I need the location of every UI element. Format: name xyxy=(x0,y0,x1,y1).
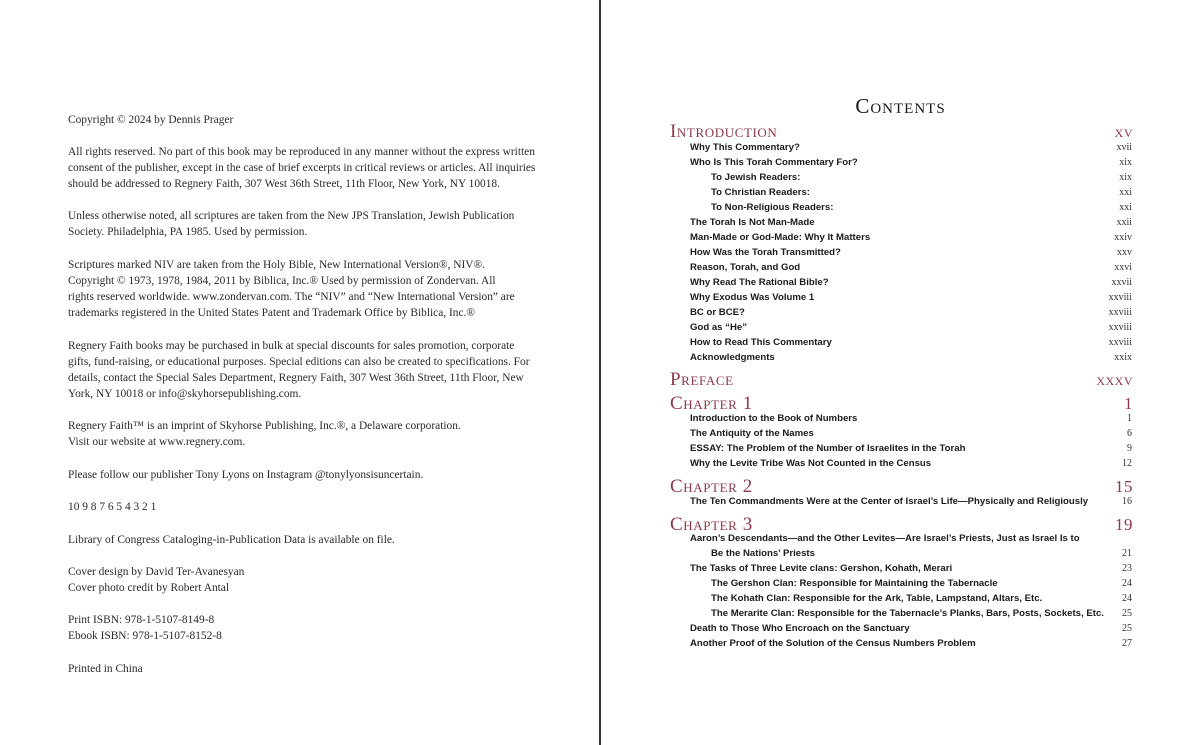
toc-section-title: Chapter 1 xyxy=(670,393,753,414)
toc-subentry[interactable]: The Kohath Clan: Responsible for the Ark, Table, Lampstand, Altars, Etc. 24 xyxy=(711,593,1132,604)
toc-entry[interactable]: Why the Levite Tribe Was Not Counted in the Census 12 xyxy=(690,458,1132,469)
toc-entry[interactable]: The Antiquity of the Names 6 xyxy=(690,428,1132,439)
toc-entry[interactable]: Why Exodus Was Volume 1 xxviii xyxy=(690,292,1132,303)
toc-subentry[interactable]: The Merarite Clan: Responsible for the Tabernacle’s Planks, Bars, Posts, Sockets, Etc. 25 xyxy=(711,608,1132,619)
toc-entry[interactable]: ESSAY: The Problem of the Number of Israelites in the Torah 9 xyxy=(690,443,1132,454)
cover-credits: Cover design by David Ter-Avanesyan Cover photo credit by Robert Antal xyxy=(68,566,245,594)
toc-subentry[interactable]: To Non-Religious Readers: xxi xyxy=(711,202,1132,213)
toc-entry[interactable]: Man-Made or God-Made: Why It Matters xxiv xyxy=(690,232,1132,243)
toc-entry[interactable]: The Ten Commandments Were at the Center of Israel’s Life—Physically and Religiously 16 xyxy=(690,496,1132,507)
niv-permission-paragraph: Scriptures marked NIV are taken from the Holy Bible, New International Version®, NIV®. Copyright © 1973, 1978, 1984, 2011 by Biblica, Inc.® Used by permission of Zondervan. All rights reserved worldwide. www.zondervan.com. The “NIV” and “New International Version” are trademarks registered in the United States Patent and Trademark Office by Biblica, Inc.® xyxy=(68,259,515,319)
toc-entry[interactable]: Why Read The Rational Bible? xxvii xyxy=(690,277,1132,288)
toc-entry[interactable]: How to Read This Commentary xxviii xyxy=(690,337,1132,348)
toc-entry[interactable]: Acknowledgments xxix xyxy=(690,352,1132,363)
toc-entry[interactable]: Another Proof of the Solution of the Census Numbers Problem 27 xyxy=(690,638,1132,649)
toc-entry[interactable]: How Was the Torah Transmitted? xxv xyxy=(690,247,1132,258)
instagram-line: Please follow our publisher Tony Lyons on Instagram @tonylyonsisuncertain. xyxy=(68,469,424,481)
contents-title: Contents xyxy=(855,94,946,118)
rights-reserved-paragraph: All rights reserved. No part of this book may be reproduced in any manner without the express written consent of the publisher, except in the case of brief excerpts in critical reviews or articles. All inquiries should be addressed to Regnery Faith, 307 West 36th Street, 11th Floor, New York, NY 10018. xyxy=(68,146,536,190)
toc-entry[interactable]: The Torah Is Not Man-Made xxii xyxy=(690,217,1132,228)
toc-entry[interactable]: Who Is This Torah Commentary For? xix xyxy=(690,157,1132,168)
toc-entry-continuation[interactable]: Be the Nations’ Priests 21 xyxy=(711,548,1132,559)
toc-entry[interactable]: Death to Those Who Encroach on the Sanctuary 25 xyxy=(690,623,1132,634)
toc-section-page: 15 xyxy=(1115,477,1133,496)
toc-entry[interactable]: Aaron’s Descendants—and the Other Levites—Are Israel’s Priests, Just as Israel Is to xyxy=(690,533,1080,544)
toc-section-title: Chapter 2 xyxy=(670,476,753,497)
toc-entry[interactable]: The Tasks of Three Levite clans: Gershon, Kohath, Merari 23 xyxy=(690,563,1132,574)
toc-subentry[interactable]: To Christian Readers: xxi xyxy=(711,187,1132,198)
toc-section-title: Introduction xyxy=(670,121,778,142)
toc-section-page: xv xyxy=(1114,122,1133,141)
toc-entry[interactable]: Reason, Torah, and God xxvi xyxy=(690,262,1132,273)
toc-subentry[interactable]: To Jewish Readers: xix xyxy=(711,172,1132,183)
printing-number-line: 10 9 8 7 6 5 4 3 2 1 xyxy=(68,501,157,513)
bulk-sales-paragraph: Regnery Faith books may be purchased in bulk at special discounts for sales promotion, corporate gifts, fund-raising, or educational purposes. Special editions can also be created to specifications. For details, contact the Special Sales Department, Regnery Faith, 307 West 36th Street, 11th Floor, New York, NY 10018 or info@skyhorsepublishing.com. xyxy=(68,340,530,400)
contents-page xyxy=(601,0,1200,745)
toc-section-page: 19 xyxy=(1115,515,1133,534)
toc-entry[interactable]: Why This Commentary? xvii xyxy=(690,142,1132,153)
printed-in-line: Printed in China xyxy=(68,663,143,675)
toc-section-page: 1 xyxy=(1124,394,1133,413)
copyright-page xyxy=(0,0,599,745)
imprint-paragraph: Regnery Faith™ is an imprint of Skyhorse Publishing, Inc.®, a Delaware corporation. Visit our website at www.regnery.com. xyxy=(68,420,461,448)
toc-section-title: Chapter 3 xyxy=(670,514,753,535)
toc-entry[interactable]: God as “He” xxviii xyxy=(690,322,1132,333)
toc-entry[interactable]: BC or BCE? xxviii xyxy=(690,307,1132,318)
isbn-lines: Print ISBN: 978-1-5107-8149-8 Ebook ISBN: 978-1-5107-8152-8 xyxy=(68,614,222,642)
copyright-notice: Copyright © 2024 by Dennis Prager xyxy=(68,114,234,126)
toc-section-preface[interactable] xyxy=(670,369,1133,393)
cip-data-line: Library of Congress Cataloging-in-Publication Data is available on file. xyxy=(68,534,395,546)
toc-subentry[interactable]: The Gershon Clan: Responsible for Maintaining the Tabernacle 24 xyxy=(711,578,1132,589)
toc-entry[interactable]: Introduction to the Book of Numbers 1 xyxy=(690,413,1132,424)
scripture-source-paragraph: Unless otherwise noted, all scriptures are taken from the New JPS Translation, Jewish Publication Society. Philadelphia, PA 1985. Used by permission. xyxy=(68,210,515,238)
toc-section-title: Preface xyxy=(670,369,734,390)
toc-section-page: xxxv xyxy=(1096,370,1133,389)
